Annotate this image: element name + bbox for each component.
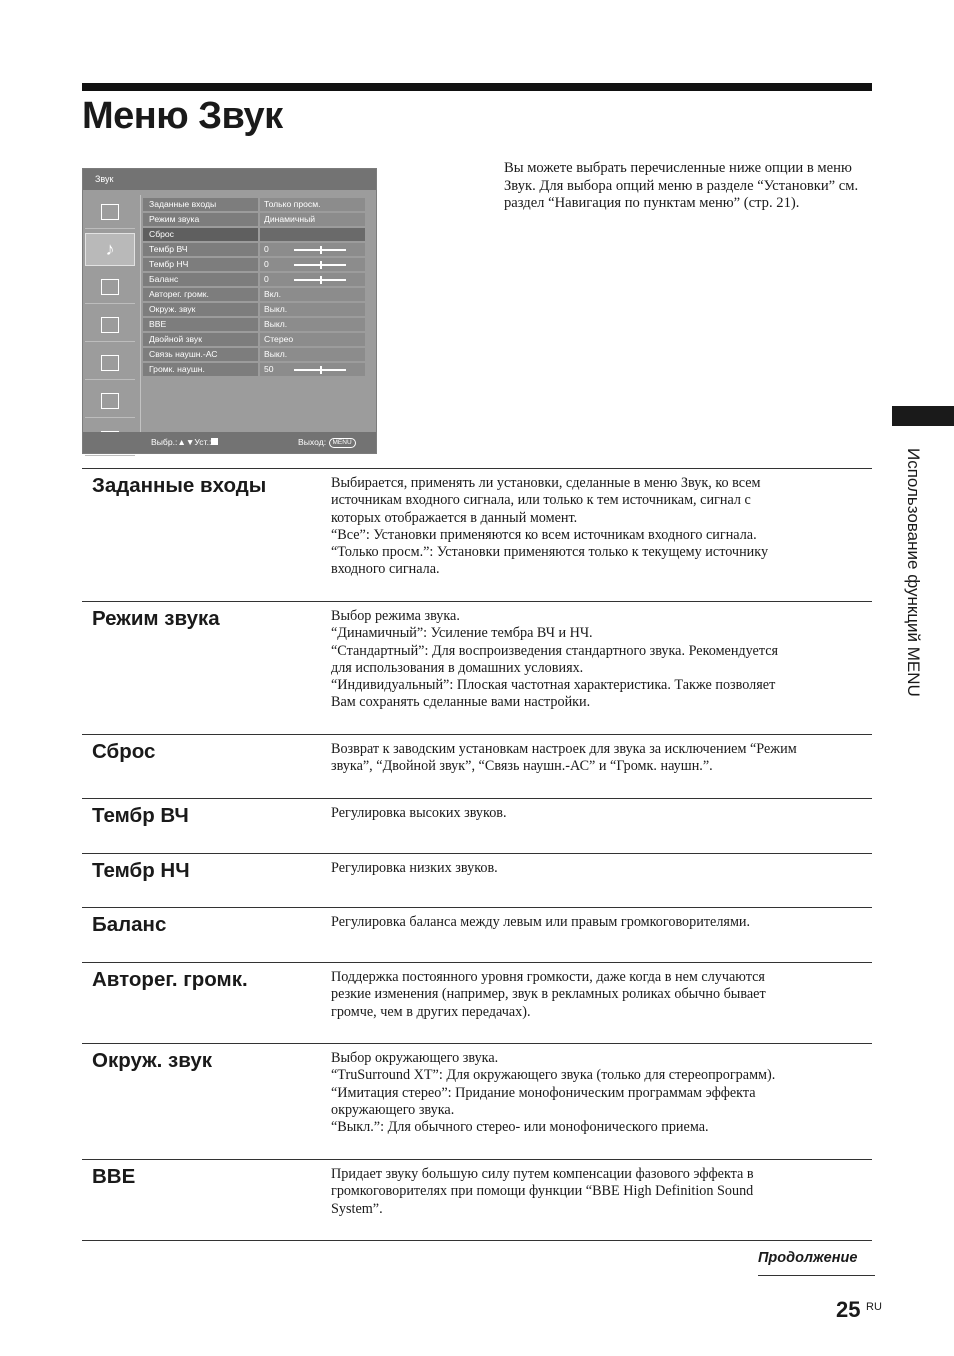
- description-line: Регулировка низких звуков.: [331, 860, 498, 876]
- description-line: “Все”: Установки применяются ко всем источникам входного сигнала.: [331, 526, 757, 543]
- definition-description: [331, 908, 872, 931]
- menu-row-value: [260, 303, 365, 316]
- menu-row: [143, 198, 365, 211]
- menu-row-value: [260, 288, 365, 301]
- definition-item: [82, 468, 872, 601]
- description-line: “Только просм.”: Установки применяются только к текущему источнику: [331, 544, 769, 561]
- page-locale: RU: [866, 1301, 882, 1313]
- menu-row: [143, 303, 365, 316]
- description-line: Возврат к заводским установкам настроек для звука за исключением “Режим: [331, 741, 797, 757]
- description-line: Регулировка баланса между левым или правым громкоговорителями.: [331, 914, 751, 930]
- intro-text: Вы можете выбрать перечисленные ниже опции в меню Звук. Для выбора опций меню в разделе “Установки” см. раздел “Навигация по пунктам меню” (стр. 21).: [504, 160, 859, 211]
- definition-term: Окруж. звук: [92, 1049, 212, 1072]
- definition-item: [82, 907, 872, 962]
- channel-grid-icon: [101, 279, 119, 295]
- level-slider: [294, 249, 346, 251]
- definition-description: [331, 1160, 872, 1218]
- menu-row-label: Режим звука: [143, 213, 258, 226]
- menu-row-label: Окруж. звук: [143, 303, 258, 316]
- definition-item: [82, 1043, 872, 1159]
- menu-row-value: [260, 243, 365, 256]
- definition-item: [82, 734, 872, 798]
- menu-row-value: [260, 273, 365, 286]
- slider-knob: [320, 246, 322, 254]
- menu-row-label: Связь наушн.-АС: [143, 348, 258, 361]
- footer-exit-hint: Выход: MENU: [298, 432, 356, 453]
- column-divider: [140, 195, 141, 433]
- section-side-label: Использование функций MENU: [904, 448, 923, 697]
- menu-row-value-text: Только просм.: [264, 199, 321, 209]
- menu-row: [143, 273, 365, 286]
- menu-row-value-text: Выкл.: [264, 304, 288, 314]
- definition-term: Режим звука: [92, 607, 220, 630]
- description-line: громкоговорителях при помощи функции “BBE High Definition Sound: [331, 1183, 754, 1200]
- definition-term: Баланс: [92, 913, 167, 936]
- definition-description: [331, 602, 872, 712]
- menu-button-icon: MENU: [329, 438, 356, 448]
- definition-term: BBE: [92, 1165, 136, 1188]
- definition-item: [82, 1159, 872, 1240]
- level-slider: [294, 279, 346, 281]
- picture-icon: [101, 204, 119, 220]
- description-line: “Динамичный”: Усиление тембра ВЧ и НЧ.: [331, 625, 593, 642]
- menu-row-label: BBE: [143, 318, 258, 331]
- menu-row-value-text: 50: [264, 364, 274, 374]
- slider-knob: [320, 276, 322, 284]
- definition-item: [82, 601, 872, 734]
- menu-row-value: [260, 348, 365, 361]
- music-note-icon: ♪: [105, 239, 115, 259]
- definition-term: Сброс: [92, 740, 156, 763]
- menu-category-cell: [85, 308, 135, 342]
- menu-row-value-text: Динамичный: [264, 214, 316, 224]
- menu-row-value: [260, 318, 365, 331]
- menu-row-value: [260, 198, 365, 211]
- definition-description: [331, 854, 872, 877]
- definition-description: [331, 1044, 872, 1136]
- menu-row-value-text: Вкл.: [264, 289, 281, 299]
- menu-row-label: Громк. наушн.: [143, 363, 258, 376]
- sound-menu-list: [143, 198, 365, 378]
- menu-row-value-text: Стерео: [264, 334, 294, 344]
- description-line: Вам сохранять сделанные вами настройки.: [331, 694, 591, 711]
- description-line: звука”, “Двойной звук”, “Связь наушн.-АС” и “Громк. наушн.”.: [331, 758, 713, 775]
- description-line: резкие изменения (например, звук в рекламных роликах обычно бывает: [331, 986, 766, 1003]
- slider-knob: [320, 261, 322, 269]
- menu-row: [143, 318, 365, 331]
- down-arrow-icon: ▼: [185, 437, 195, 447]
- definition-term: Тембр ВЧ: [92, 804, 189, 827]
- menu-row-label: Авторег. громк.: [143, 288, 258, 301]
- option-definitions: [82, 468, 872, 1241]
- description-line: Придает звуку большую силу путем компенсации фазового эффекта в: [331, 1166, 754, 1182]
- description-line: “Индивидуальный”: Плоская частотная характеристика. Также позволяет: [331, 677, 776, 694]
- menu-icon-column: [85, 195, 135, 460]
- screen-header: Звук: [83, 169, 376, 190]
- definition-description: [331, 799, 872, 822]
- menu-category-cell: [85, 233, 135, 266]
- section-tab-marker: [892, 406, 954, 426]
- menu-row-label: Тембр НЧ: [143, 258, 258, 271]
- monitor-icon: [101, 355, 119, 371]
- description-line: Выбирается, применять ли установки, сделанные в меню Звук, ко всем: [331, 475, 761, 491]
- menu-row-value: [260, 363, 365, 376]
- definition-item: [82, 853, 872, 907]
- definition-description: [331, 963, 872, 1021]
- menu-row: [143, 243, 365, 256]
- definition-term: Авторег. громк.: [92, 968, 248, 991]
- continue-rule: [758, 1275, 875, 1276]
- menu-row-value-text: 0: [264, 274, 269, 284]
- menu-row-value-text: 0: [264, 244, 269, 254]
- footer-select-hint: Выбр.:▲▼Уст.:: [151, 432, 218, 453]
- definition-term: Заданные входы: [92, 474, 267, 497]
- menu-row-value-text: Выкл.: [264, 349, 288, 359]
- menu-category-cell: [85, 270, 135, 304]
- description-line: Выбор режима звука.: [331, 608, 460, 624]
- menu-row-label: Баланс: [143, 273, 258, 286]
- slider-knob: [320, 366, 322, 374]
- menu-row-value: [260, 228, 365, 241]
- definition-item: [82, 798, 872, 853]
- definition-description: [331, 735, 872, 776]
- description-line: громче, чем в других передачах).: [331, 1003, 531, 1020]
- table-bottom-rule: [82, 1240, 872, 1241]
- title-rule: [82, 83, 872, 91]
- description-line: System”.: [331, 1200, 383, 1217]
- description-line: “Выкл.”: Для обычного стерео- или монофонического приема.: [331, 1119, 709, 1136]
- menu-row: [143, 288, 365, 301]
- level-slider: [294, 264, 346, 266]
- antenna-tv-icon: [101, 393, 119, 409]
- menu-row-value: [260, 213, 365, 226]
- page-title: Меню Звук: [82, 95, 283, 137]
- description-line: которых отображается в данный момент.: [331, 509, 578, 526]
- description-line: “TruSurround XT”: Для окружающего звука (только для стереопрограмм).: [331, 1067, 776, 1084]
- list-icon: [101, 317, 119, 333]
- level-slider: [294, 369, 346, 371]
- menu-row: [143, 363, 365, 376]
- enter-button-icon: [211, 438, 218, 445]
- description-line: “Имитация стерео”: Придание монофоническим программам эффекта: [331, 1084, 756, 1101]
- menu-row: [143, 213, 365, 226]
- description-line: Поддержка постоянного уровня громкости, даже когда в нем случаются: [331, 969, 765, 985]
- screen-footer: [83, 432, 376, 453]
- up-arrow-icon: ▲: [177, 437, 186, 447]
- definition-item: [82, 962, 872, 1043]
- menu-row-value: [260, 258, 365, 271]
- page-number: 25: [836, 1297, 861, 1322]
- menu-row-value: [260, 333, 365, 346]
- menu-row-value-text: 0: [264, 259, 269, 269]
- description-line: входного сигнала.: [331, 561, 440, 578]
- menu-row-value-text: Выкл.: [264, 319, 288, 329]
- description-line: Регулировка высоких звуков.: [331, 805, 507, 821]
- menu-row: [143, 228, 365, 241]
- menu-row: [143, 333, 365, 346]
- tv-menu-screenshot: [82, 168, 377, 454]
- description-line: окружающего звука.: [331, 1101, 455, 1118]
- menu-row-label: Заданные входы: [143, 198, 258, 211]
- description-line: “Стандартный”: Для воспроизведения стандартного звука. Рекомендуется: [331, 642, 779, 659]
- menu-row-label: Тембр ВЧ: [143, 243, 258, 256]
- description-line: для использования в домашних условиях.: [331, 659, 584, 676]
- menu-row-label: Двойной звук: [143, 333, 258, 346]
- menu-row: [143, 348, 365, 361]
- continue-label: Продолжение: [758, 1250, 858, 1266]
- menu-row-label: Сброс: [143, 228, 258, 241]
- menu-category-cell: [85, 346, 135, 380]
- menu-row: [143, 258, 365, 271]
- definition-description: [331, 469, 872, 579]
- description-line: Выбор окружающего звука.: [331, 1050, 499, 1066]
- menu-category-cell: [85, 384, 135, 418]
- description-line: источникам входного сигнала, или только к тем источникам, сигнал с: [331, 492, 751, 509]
- definition-term: Тембр НЧ: [92, 859, 190, 882]
- menu-category-cell: [85, 195, 135, 229]
